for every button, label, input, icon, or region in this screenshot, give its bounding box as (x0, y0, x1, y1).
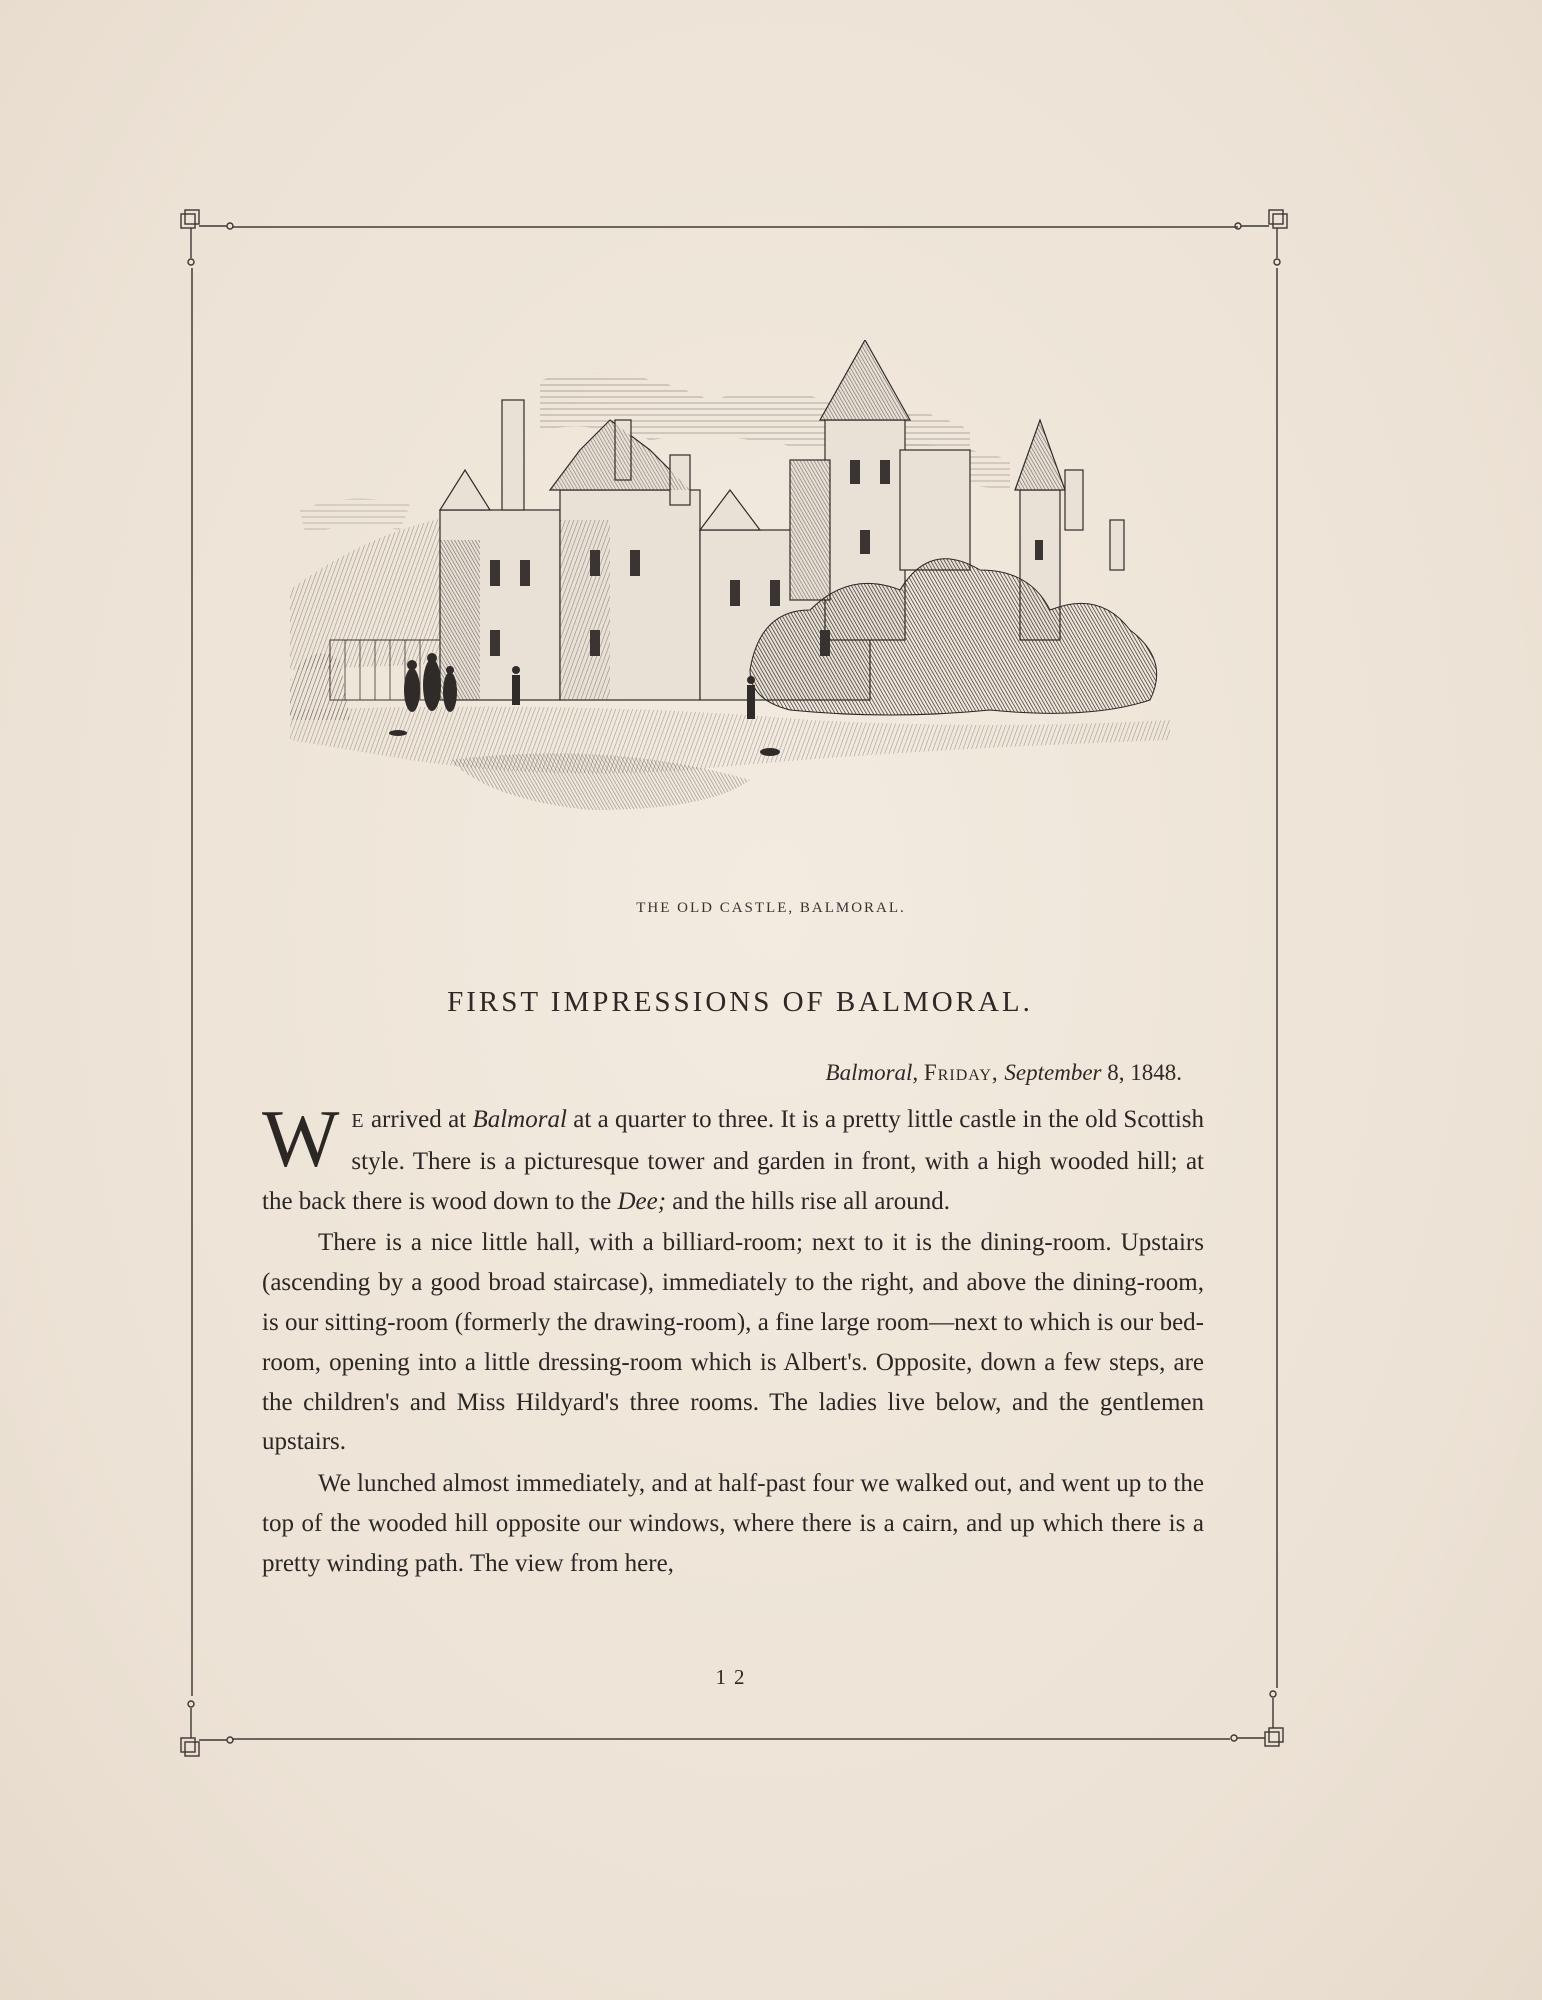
chapter-title: FIRST IMPRESSIONS OF BALMORAL. (447, 986, 1033, 1018)
paragraph-1-italic-dee: Dee; (617, 1187, 667, 1215)
paragraph-1-text-b: at a quarter to three. It is a pretty little castle in the old Scottish style. There is a picturesque tower and garden in front, with a high wooded hill; at the back there is wood down to the (262, 1106, 1204, 1215)
drop-cap-rest: E (351, 1110, 365, 1132)
body-text (262, 1093, 1204, 1584)
corner-ornament-top-left (176, 208, 236, 268)
page-number: 12 (715, 1665, 753, 1689)
corner-ornament-bottom-left (176, 1698, 236, 1758)
paragraph-1-text-a: arrived at (370, 1106, 467, 1133)
dateline-day-year: 8, 1848. (1107, 1060, 1182, 1085)
dateline-day: Friday, (923, 1060, 999, 1085)
frame-right-line (1276, 268, 1278, 1688)
frame-left-line (191, 268, 193, 1696)
frame-top-line (232, 226, 1238, 228)
paragraph-1 (262, 1093, 1204, 1221)
corner-ornament-bottom-right (1228, 1688, 1288, 1748)
castle-engraving (290, 340, 1190, 860)
paragraph-1-italic-balmoral: Balmoral (472, 1106, 567, 1133)
drop-cap: W (262, 1093, 340, 1184)
frame-bottom-line (232, 1738, 1230, 1740)
paragraph-1-text-c: and the hills rise all around. (672, 1187, 951, 1215)
dateline (826, 1060, 1182, 1086)
dateline-month: September (1004, 1060, 1102, 1085)
dateline-place: Balmoral, (825, 1060, 919, 1085)
paragraph-3: We lunched almost immediately, and at half-past four we walked out, and went up to the top of the wooded hill opposite our windows, where there is a cairn, and up which there is a pretty winding path. The view from here, (262, 1470, 1204, 1577)
illustration-caption: THE OLD CASTLE, BALMORAL. (636, 900, 906, 916)
corner-ornament-top-right (1232, 208, 1292, 268)
paragraph-2: There is a nice little hall, with a billiard-room; next to it is the dining-room. Upstairs (ascending by a good broad staircase), immediately to the right, and above the dining-room, is our sitting-room (formerly the drawing-room), a fine large room—next to which is our bed-room, opening into a little dressing-room which is Albert's. Opposite, down a few steps, are the children's and Miss Hildyard's three rooms. The ladies live below, and the gentlemen upstairs. (262, 1229, 1204, 1456)
